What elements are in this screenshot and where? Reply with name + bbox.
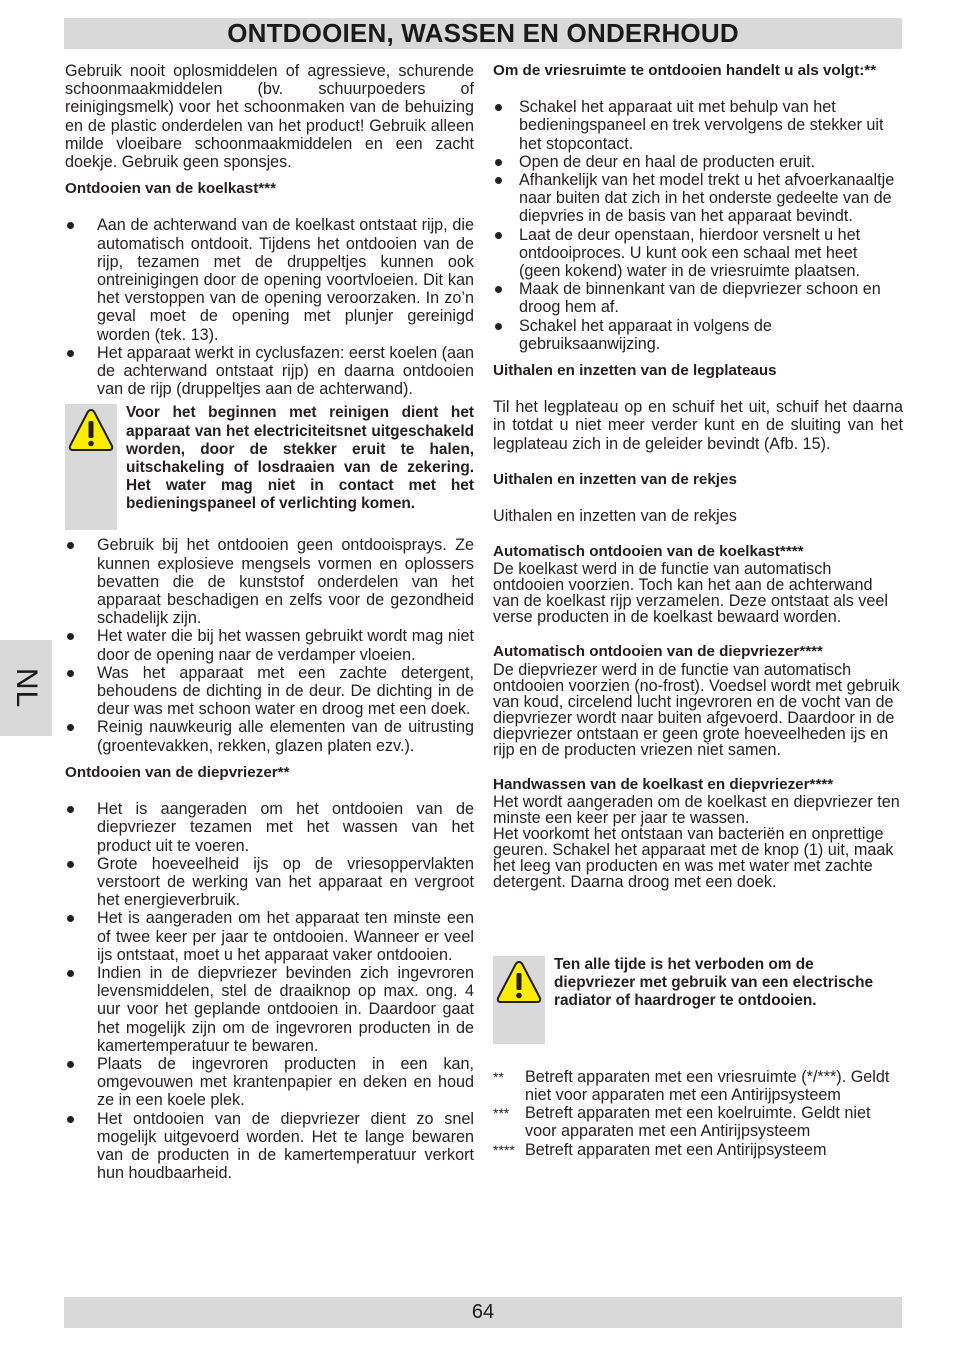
auto-fridge-heading: Automatisch ontdooien van de koelkast**** <box>493 543 804 561</box>
footnote <box>493 1141 903 1159</box>
list-item: Laat de deur openstaan, hierdoor versnelt u het ontdooiproces. U kunt ook een schaal met heet (geen kokend) water in de vriesruimte plaatsen. <box>493 226 903 281</box>
list-item: Reinig nauwkeurig alle elementen van de uitrusting (groentevakken, rekken, glazen platen ezv.). <box>65 718 474 754</box>
footnote-mark: ** <box>493 1068 504 1085</box>
list-item: Het ontdooien van de diepvriezer dient zo snel mogelijk uitgevoerd worden. Het te lange bewaren van de producten in de kamertemperatuur verkort hun houdbaarheid. <box>65 1110 474 1183</box>
warning-triangle-icon <box>68 408 114 452</box>
racks-heading: Uithalen en inzetten van de rekjes <box>493 470 737 488</box>
left-column <box>65 62 474 1182</box>
auto-freezer-text: De diepvriezer werd in de functie van automatisch ontdooien voorzien (no-frost). Voedsel wordt met gebruik van koud, circelend lucht ingevroren en de vocht van de diepvriezer wordt naar buiten afgevoerd. Daardoor in de diepvriezer ontstaan er geen grote hoeveelheden ijs en rijp en de producten vriezen niet samen. <box>493 660 900 759</box>
page-title: ONTDOOIEN, WASSEN EN ONDERHOUD <box>227 18 739 48</box>
hand-wash-heading: Handwassen van de koelkast en diepvriezer**** <box>493 775 834 793</box>
header-bar <box>64 18 902 49</box>
warning-text: Voor het beginnen met reinigen dient het apparaat van het electriciteitsnet uitgeschakeld worden, door de stekker eruit te halen, uitschakeling of losdraaien van de zekering. Het water mag niet in contact met het bedieningspaneel of verlichting komen. <box>126 404 474 513</box>
list-item: Het is aangeraden om het apparaat ten minste een of twee keer per jaar te ontdooien. Wanneer er veel ijs ontstaat, moet u het apparaat vaker ontdooien. <box>65 909 474 964</box>
right-column <box>493 62 903 1159</box>
shelves-text: Til het legplateau op en schuif het uit, schuif het daarna in totdat u niet meer verder kunt en de sluiting van het legplateau zich in de geleider bevindt (Afb. 15). <box>493 398 903 453</box>
cleaning-list <box>65 536 474 754</box>
list-item: Plaats de ingevroren producten in een kan, omgevouwen met krantenpapier en deken en houd ze in een koele plek. <box>65 1055 474 1110</box>
freezer-space-heading: Om de vriesruimte te ontdooien handelt u als volgt:** <box>493 62 877 79</box>
warning-text: Ten alle tijde is het verboden om de diepvriezer met gebruik van een electrische radiator of haardroger te ontdooien. <box>554 955 874 1010</box>
intro-paragraph: Gebruik nooit oplosmiddelen of agressieve, schurende schoonmaakmiddelen (bv. schuurpoeders of reinigingsmelk) voor het schoonmaken van de behuizing en de plastic onderdelen van het product! Gebruik alleen milde vloeibare schoonmaakmiddelen en een zacht doekje. Gebruik geen sponsjes. <box>65 62 474 172</box>
language-label: NL <box>9 667 43 709</box>
fridge-defrost-heading: Ontdooien van de koelkast*** <box>65 180 276 198</box>
list-item: Open de deur en haal de producten eruit. <box>493 153 903 171</box>
page-footer <box>64 1297 902 1328</box>
footnote-text: Betreft apparaten met een vriesruimte (*/***). Geldt niet voor apparaten met een Antirijpsysteem <box>525 1067 890 1105</box>
page-number: 64 <box>471 1301 495 1323</box>
footnote <box>493 1068 903 1104</box>
racks-text: Uithalen en inzetten van de rekjes <box>493 507 737 526</box>
warning-block <box>65 404 474 530</box>
warning-icon-panel <box>65 404 117 530</box>
auto-freezer-heading: Automatisch ontdooien van de diepvriezer**** <box>493 643 823 661</box>
list-item: Het is aangeraden om het ontdooien van de diepvriezer tezamen met het wassen van het product uit te voeren. <box>65 800 474 855</box>
footnote <box>493 1104 903 1140</box>
footnote-text: Betreft apparaten met een Antirijpsysteem <box>525 1140 827 1159</box>
list-item: Het water die bij het wassen gebruikt wordt mag niet door de opening naar de verdamper vloeien. <box>65 627 474 663</box>
footnotes <box>493 1068 903 1159</box>
list-item: Aan de achterwand van de koelkast ontstaat rijp, die automatisch ontdooit. Tijdens het ontdooien van de rijp, tezamen met de druppeltjes kunnen ook ontreinigingen door de opening voortvloeien. Dit kan het verstoppen van de opening veroorzaken. In zo’n geval moet de opening met plunjer gereinigd worden (tek. 13). <box>65 216 474 343</box>
list-item: Gebruik bij het ontdooien geen ontdooisprays. Ze kunnen explosieve mengsels vormen en oplossers bevatten die de kunststof onderdelen van het apparaat beschadigen en zelfs voor de gezondheid schadelijk zijn. <box>65 536 474 627</box>
freezer-space-list <box>493 98 903 353</box>
fridge-defrost-list <box>65 216 474 398</box>
freezer-defrost-heading: Ontdooien van de diepvriezer** <box>65 763 290 781</box>
footnote-mark: *** <box>493 1105 510 1122</box>
list-item: Grote hoeveelheid ijs op de vriesoppervlakten verstoort de werking van het apparaat en vergroot het energieverbruik. <box>65 855 474 910</box>
auto-fridge-text: De koelkast werd in de functie van automatisch ontdooien voorzien. Toch kan het aan de achterwand van de koelkast rijp verzamelen. Deze ontstaat als veel verse producten in de koelkast bewaard worden. <box>493 560 888 627</box>
list-item: Maak de binnenkant van de diepvriezer schoon en droog hem af. <box>493 280 903 316</box>
list-item: Was het apparaat met een zachte detergent, behoudens de dichting in de deur. De dichting in de deur was met schoon water en droog met een doek. <box>65 664 474 719</box>
list-item: Schakel het apparaat in volgens de gebruiksaanwijzing. <box>493 317 903 353</box>
warning-triangle-icon <box>496 960 542 1004</box>
list-item: Het apparaat werkt in cyclusfazen: eerst koelen (aan de achterwand ontstaat rijp) en daarna ontdooien van de rijp (druppeltjes aan de achterwand). <box>65 344 474 399</box>
list-item: Schakel het apparaat uit met behulp van het bedieningspaneel en trek vervolgens de stekker uit het stopcontact. <box>493 98 903 153</box>
warning-block <box>493 956 903 1044</box>
footnote-mark: **** <box>493 1141 515 1158</box>
footnote-text: Betreft apparaten met een koelruimte. Geldt niet voor apparaten met een Antirijpsysteem <box>525 1104 871 1141</box>
freezer-defrost-list <box>65 800 474 1182</box>
language-tab <box>0 640 52 736</box>
list-item: Afhankelijk van het model trekt u het afvoerkanaaltje naar buiten dat zich in het onderste gedeelte van de diepvries in de basis van het apparaat bevindt. <box>493 171 903 226</box>
hand-wash-text: Het wordt aangeraden om de koelkast en diepvriezer ten minste een keer per jaar te wassen. <box>493 792 900 827</box>
list-item: Indien in de diepvriezer bevinden zich ingevroren levensmiddelen, stel de draaiknop op max. ong. 4 uur voor het geplande ontdooien in. Daardoor gaat het mogelijk zijn om de ingevroren producten in de kamertemperatuur te bewaren. <box>65 964 474 1055</box>
shelves-heading: Uithalen en inzetten van de legplateaus <box>493 362 777 380</box>
warning-icon-panel <box>493 956 545 1044</box>
hand-wash-text: Het voorkomt het ontstaan van bacteriën en onprettige geuren. Schakel het apparaat met de knop (1) uit, maak het leeg van producten en was met water met zachte detergent. Daarna droog met een doek. <box>493 824 894 891</box>
